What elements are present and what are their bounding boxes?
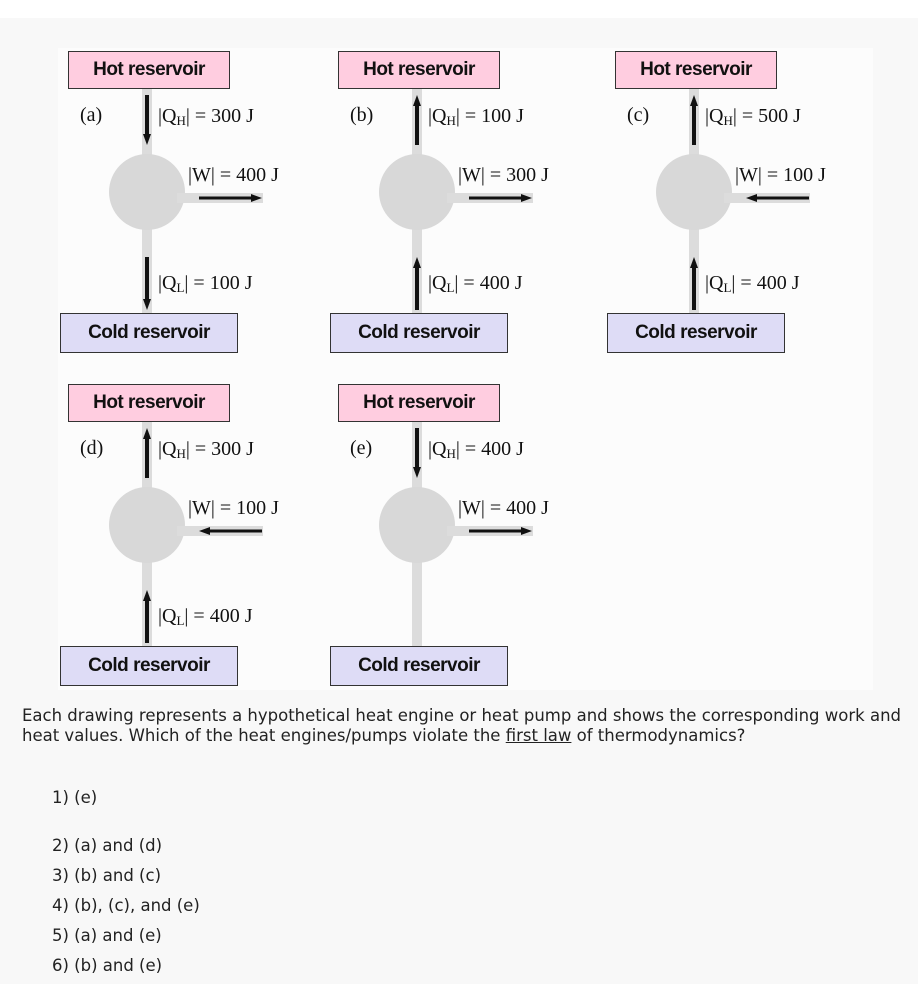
- diagram-a: [58, 48, 338, 358]
- qh-label: $|Q_H| = 400$ J: [428, 438, 524, 461]
- work-arrow-icon-shaft: [756, 197, 809, 200]
- hot-reservoir: Hot reservoir: [338, 384, 500, 422]
- work-label-value: 300 J: [506, 164, 549, 186]
- cold-reservoir: Cold reservoir: [330, 646, 508, 686]
- work-label: |W| = 400 J: [458, 497, 549, 519]
- option-3[interactable]: 3) (b) and (c): [52, 866, 162, 885]
- work-arrow-icon-shaft: [199, 197, 252, 200]
- qh-arrow-icon-shaft: [145, 438, 149, 478]
- work-label: |W| = 100 J: [188, 497, 279, 519]
- ql-label-value: 400 J: [209, 605, 253, 627]
- diagram-d: [58, 381, 338, 691]
- qh-arrow-icon-shaft: [692, 105, 696, 145]
- ql-arrow-icon-shaft: [692, 267, 696, 310]
- option-1[interactable]: 1) (e): [52, 788, 98, 807]
- option-2[interactable]: 2) (a) and (d): [52, 836, 163, 855]
- qh-arrow-icon-shaft: [415, 105, 419, 145]
- diagram-tag: (d): [80, 437, 104, 459]
- engine-circle: [379, 487, 455, 563]
- diagram-graphic: [328, 48, 608, 358]
- ql-arrow-icon-shaft: [145, 600, 149, 643]
- cold-reservoir: Cold reservoir: [607, 313, 785, 353]
- ql-label: $|Q_L| = 400$ J: [158, 605, 253, 628]
- hot-reservoir: Hot reservoir: [68, 384, 230, 422]
- qh-label: $|Q_H| = 300$ J: [158, 105, 254, 128]
- work-label-value: 100 J: [236, 497, 279, 519]
- first-law-link[interactable]: first law: [505, 726, 572, 745]
- diagram-graphic: [58, 48, 338, 358]
- qh-arrow-icon-shaft: [145, 95, 149, 135]
- heat-engine-figure: [58, 48, 873, 690]
- option-4[interactable]: 4) (b), (c), and (e): [52, 896, 200, 915]
- engine-circle: [109, 487, 185, 563]
- diagram-tag: (a): [80, 104, 103, 126]
- diagram-b: [328, 48, 608, 358]
- cold-reservoir: Cold reservoir: [60, 313, 238, 353]
- ql-arrow-icon-shaft: [415, 267, 419, 310]
- cold-reservoir: Cold reservoir: [60, 646, 238, 686]
- engine-circle: [656, 154, 732, 230]
- work-label: |W| = 300 J: [458, 164, 549, 186]
- hot-reservoir: Hot reservoir: [68, 51, 230, 89]
- diagram-graphic: [58, 381, 338, 691]
- qh-label-value: 100 J: [481, 105, 524, 127]
- qh-label: $|Q_H| = 300$ J: [158, 438, 254, 461]
- work-label: |W| = 100 J: [735, 164, 826, 186]
- qh-label-value: 300 J: [211, 105, 254, 127]
- diagram-e: [328, 381, 608, 691]
- option-5[interactable]: 5) (a) and (e): [52, 926, 162, 945]
- hot-reservoir: Hot reservoir: [338, 51, 500, 89]
- work-arrow-icon-shaft: [209, 530, 262, 533]
- ql-label-value: 400 J: [756, 272, 800, 294]
- work-label-value: 100 J: [783, 164, 826, 186]
- question-before: Each drawing represents a hypothetical heat engine or heat pump and shows the corresponding work and heat values. Which of the heat engines/pumps violate the: [22, 706, 901, 745]
- diagram-tag: (e): [350, 437, 373, 459]
- qh-arrow-icon-shaft: [415, 428, 419, 468]
- engine-circle: [109, 154, 185, 230]
- qh-label: $|Q_H| = 500$ J: [705, 105, 801, 128]
- diagram-graphic: [328, 381, 608, 691]
- diagram-tag: (c): [627, 104, 650, 126]
- diagram-tag: (b): [350, 104, 374, 126]
- option-6[interactable]: 6) (b) and (e): [52, 956, 163, 975]
- ql-label-value: 100 J: [209, 272, 253, 294]
- question-text: [22, 706, 902, 746]
- qh-label-value: 500 J: [758, 105, 801, 127]
- ql-label: $|Q_L| = 100$ J: [158, 272, 253, 295]
- work-label-value: 400 J: [506, 497, 549, 519]
- hot-reservoir: Hot reservoir: [615, 51, 777, 89]
- ql-label-value: 400 J: [479, 272, 523, 294]
- work-label: |W| = 400 J: [188, 164, 279, 186]
- top-strip: [0, 0, 918, 18]
- engine-circle: [379, 154, 455, 230]
- question-after: of thermodynamics?: [571, 726, 746, 745]
- ql-label: $|Q_L| = 400$ J: [705, 272, 800, 295]
- work-arrow-icon-shaft: [469, 197, 522, 200]
- cold-reservoir: Cold reservoir: [330, 313, 508, 353]
- qh-label: $|Q_H| = 100$ J: [428, 105, 524, 128]
- qh-label-value: 400 J: [481, 438, 524, 460]
- qh-label-value: 300 J: [211, 438, 254, 460]
- diagram-graphic: [605, 48, 885, 358]
- work-arrow-icon-shaft: [469, 530, 522, 533]
- ql-arrow-icon-shaft: [145, 257, 149, 300]
- work-label-value: 400 J: [236, 164, 279, 186]
- diagram-c: [605, 48, 885, 358]
- ql-label: $|Q_L| = 400$ J: [428, 272, 523, 295]
